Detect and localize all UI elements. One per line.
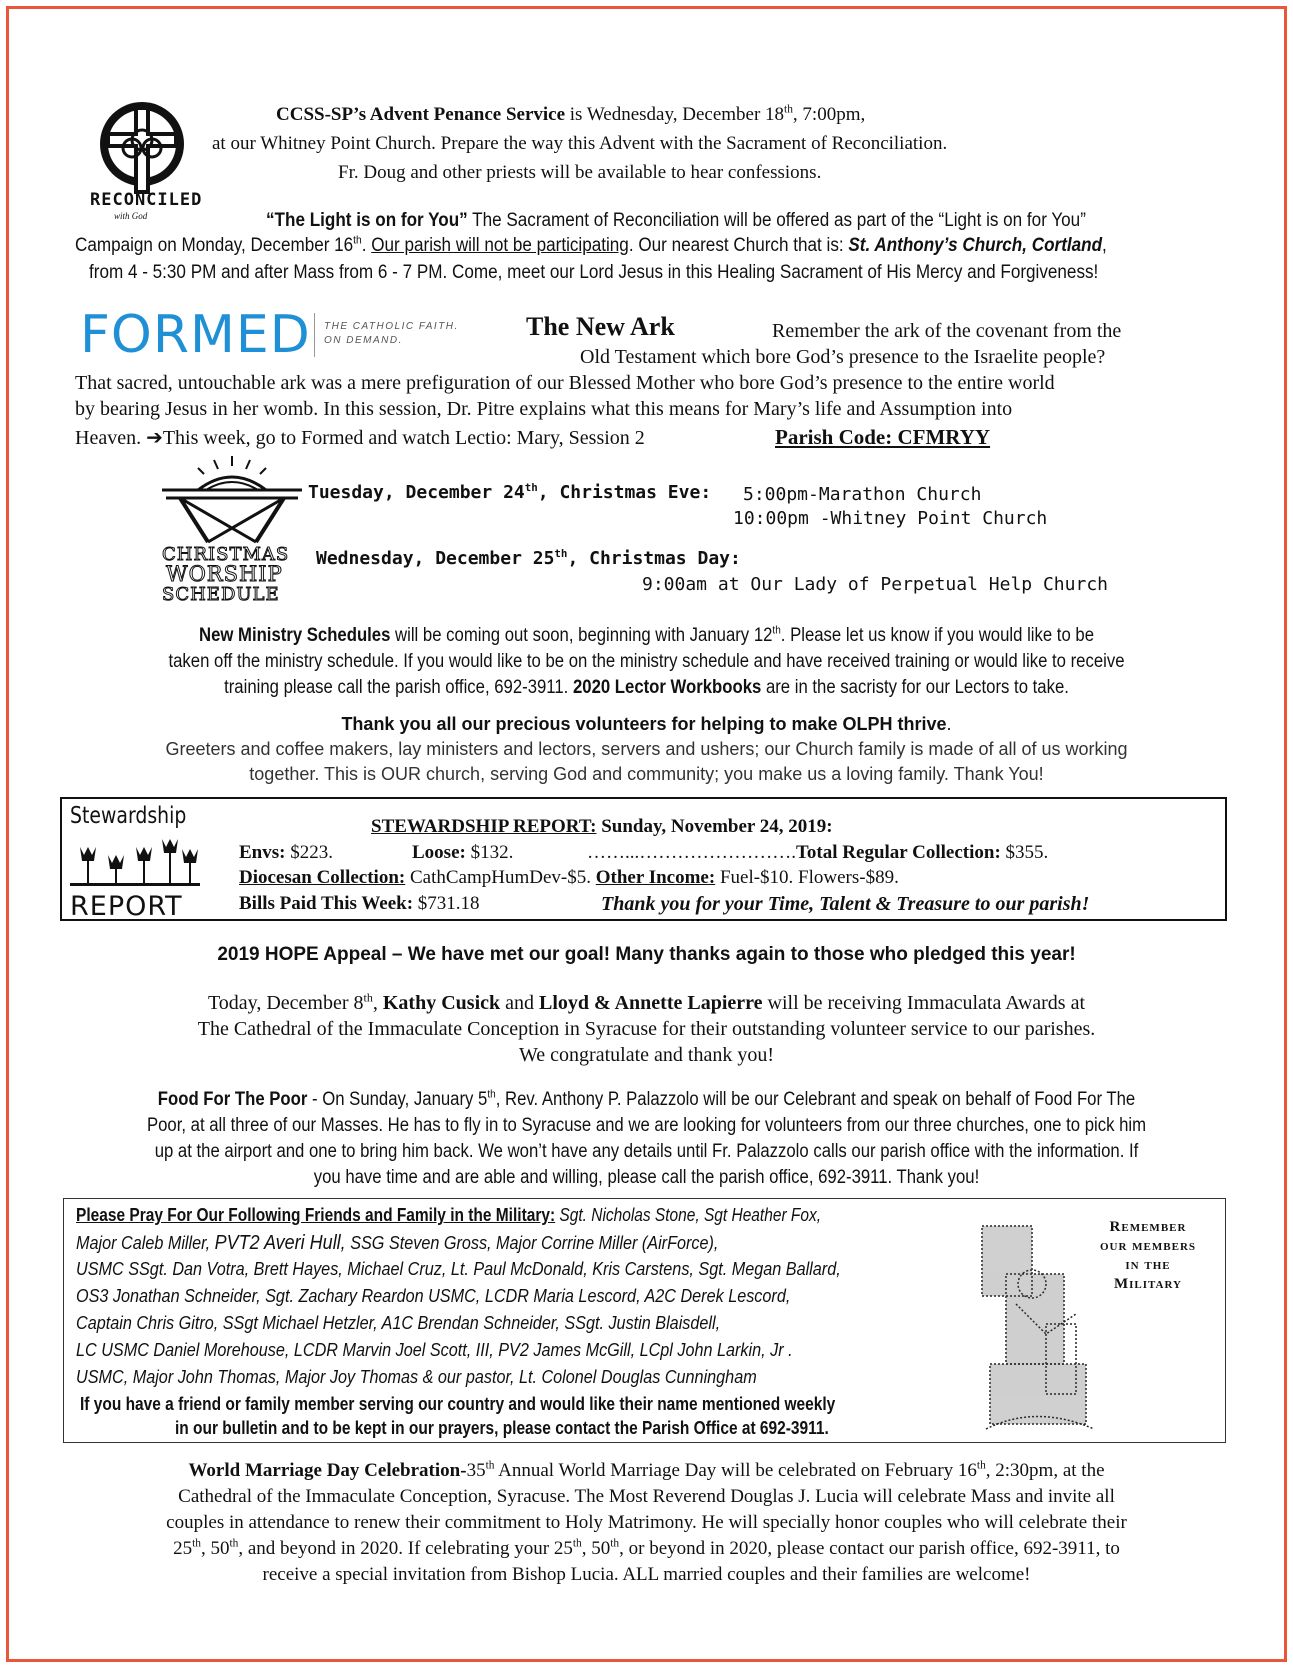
- formed-line-5: Heaven. ➔This week, go to Formed and watch Lectio: Mary, Session 2: [75, 427, 645, 449]
- formed-tagline-1: THE CATHOLIC FAITH.: [324, 321, 459, 332]
- formed-line-4: by bearing Jesus in her womb. In this session, Dr. Pitre explains what this means for Mary’s life and Assumption into: [75, 398, 1013, 420]
- military-line-7: USMC, Major John Thomas, Major Joy Thomas & our pastor, Lt. Colonel Douglas Cunningham: [76, 1367, 757, 1387]
- military-line-4: OS3 Jonathan Schneider, Sgt. Zachary Reardon USMC, LCDR Maria Lescord, A2C Derek Lescord,: [76, 1286, 791, 1306]
- st-anthony-church: St. Anthony’s Church, Cortland: [848, 235, 1103, 256]
- light-line-1: “The Light is on for You” The Sacrament of Reconciliation will be offered as part of the “Light is on for You”: [266, 210, 1086, 231]
- military-line-1: Please Pray For Our Following Friends and Family in the Military: Sgt. Nicholas Stone, Sgt Heather Fox,: [76, 1205, 822, 1225]
- formed-tagline-2: ON DEMAND.: [324, 335, 403, 346]
- light-line-2: Campaign on Monday, December 16th. Our parish will not be participating. Our nearest Church that is: St. Anthony’s Church, Cortland,: [75, 234, 1107, 256]
- new-ark-title: The New Ark: [526, 312, 675, 341]
- military-line-3: USMC SSgt. Dan Votra, Brett Hayes, Michael Cruz, Lt. Paul McDonald, Kris Carstens, Sgt. Megan Ballard,: [76, 1259, 841, 1279]
- stewardship-line-2: Diocesan Collection: CathCampHumDev-$5. Other Income: Fuel-$10. Flowers-$89.: [239, 867, 899, 888]
- military-footer-1: If you have a friend or family member serving our country and would like their name mentioned weekly: [80, 1394, 836, 1414]
- christmas-day-heading: Wednesday, December 25th, Christmas Day:: [316, 547, 741, 569]
- advent-line-2: at our Whitney Point Church. Prepare the way this Advent with the Sacrament of Reconciliation.: [212, 133, 948, 154]
- christmas-day-time: 9:00am at Our Lady of Perpetual Help Church: [642, 574, 1108, 595]
- stewardship-logo: [70, 803, 204, 921]
- volunteers-block: Thank you all our precious volunteers for helping to make OLPH thrive. Greeters and coffee makers, lay ministers and lectors, servers and ushers; our Church family is made of all of us working together. This is OUR church, serving God and community; you make us a loving family. Thank You!: [165, 714, 1128, 784]
- food-block: Food For The Poor - On Sunday, January 5th, Rev. Anthony P. Palazzolo will be our Celebrant and speak on behalf of Food For The Poor, at all three of our Masses. He has to fly in to Syracuse and we are looking for volunteers from our three churches, one to pick him up at the airport and one to bring him back. We won’t have any details until Fr. Palazzolo calls our parish office with the information. If you have time and are able and willing, please call the parish office, 692-3911. Thank you!: [146, 1088, 1147, 1188]
- military-line-5: Captain Chris Gitro, SSgt Michael Hetzler, A1C Brendan Schneider, SSgt. Justin Blaisdell,: [76, 1313, 721, 1333]
- stewardship-thanks: Thank you for your Time, Talent & Treasure to our parish!: [601, 893, 1090, 915]
- stewardship-title-line: STEWARDSHIP REPORT: Sunday, November 24, 2019:: [371, 816, 833, 837]
- advent-title: CCSS-SP’s Advent Penance Service: [276, 104, 566, 125]
- stewardship-line-3: Bills Paid This Week: $731.18: [239, 893, 480, 914]
- military-line-2: Major Caleb Miller, PVT2 Averi Hull, SSG Steven Gross, Major Corrine Miller (AirForce),: [76, 1232, 719, 1254]
- stewardship-logo-bottom: REPORT: [70, 891, 183, 922]
- advent-line-3: Fr. Doug and other priests will be available to hear confessions.: [338, 162, 822, 183]
- stewardship-line-1: Envs: $223. Loose: $132. ……...…………………….Total Regular Collection: $355.: [239, 842, 1049, 863]
- formed-line-3: That sacred, untouchable ark was a mere prefiguration of our Blessed Mother who bore God’s presence to the entire world: [75, 372, 1055, 394]
- formed-logo: [80, 305, 459, 365]
- light-title: “The Light is on for You”: [266, 210, 468, 231]
- manger-icon: [158, 450, 306, 546]
- christmas-logo-word-1: CHRISTMAS: [162, 544, 290, 565]
- stewardship-logo-top: Stewardship: [70, 803, 187, 829]
- military-heading: Please Pray For Our Following Friends and Family in the Military:: [76, 1205, 556, 1225]
- formed-line-1: Remember the ark of the covenant from the: [772, 320, 1122, 342]
- christmas-eve-time-1: 5:00pm-Marathon Church: [743, 484, 982, 505]
- military-line-6: LC USMC Daniel Morehouse, LCDR Marvin Joel Scott, III, PV2 James McGill, LCpl John Larkin, Jr .: [76, 1340, 793, 1360]
- christmas-logo-word-3: SCHEDULE: [162, 584, 280, 605]
- christmas-eve-heading: Tuesday, December 24th, Christmas Eve:: [308, 481, 712, 503]
- hope-appeal: 2019 HOPE Appeal – We have met our goal! Many thanks again to those who pledged this year!: [217, 944, 1076, 965]
- light-line-3: from 4 - 5:30 PM and after Mass from 6 - 7 PM. Come, meet our Lord Jesus in this Healing Sacrament of His Mercy and Forgiveness!: [89, 262, 1099, 283]
- reconciled-sub: with God: [114, 211, 148, 221]
- advent-line-1: CCSS-SP’s Advent Penance Service is Wednesday, December 18th, 7:00pm,: [276, 103, 866, 125]
- awards-block: Today, December 8th, Kathy Cusick and Lloyd & Annette Lapierre will be receiving Immaculata Awards at The Cathedral of the Immaculate Conception in Syracuse for their outstanding volunteer service to our parishes. We congratulate and thank you!: [197, 990, 1096, 1066]
- ministry-block: New Ministry Schedules will be coming out soon, beginning with January 12th. Please let us know if you would like to be taken off the ministry schedule. If you would like to be on the ministry schedule and have received training or would like to receive training please call the parish office, 692-3911. 2020 Lector Workbooks are in the sacristy for our Lectors to take.: [168, 624, 1125, 698]
- tulips-icon: [70, 833, 200, 889]
- military-image-caption: Remember our members in the Military: [1099, 1219, 1197, 1292]
- military-image: [976, 1214, 1216, 1439]
- christmas-logo-word-2: WORSHIP: [166, 562, 283, 586]
- christmas-eve-time-2: 10:00pm -Whitney Point Church: [733, 508, 1048, 529]
- parish-code: Parish Code: CFMRYY: [775, 425, 991, 449]
- formed-divider: [314, 313, 315, 357]
- reconciled-logo: [92, 98, 204, 226]
- formed-line-2: Old Testament which bore God’s presence to the Israelite people?: [580, 346, 1106, 368]
- formed-wordmark: FORMED: [80, 305, 311, 365]
- arrow-right-icon: ➔: [146, 427, 163, 449]
- reconciled-word: RECONCILED: [90, 190, 203, 210]
- celtic-cross-icon: [92, 98, 204, 198]
- christmas-logo: [158, 450, 306, 610]
- marriage-block: World Marriage Day Celebration-35th Annual World Marriage Day will be celebrated on February 16th, 2:30pm, at the Cathedral of the Immaculate Conception, Syracuse. The Most Reverend Douglas J. Lucia will celebrate Mass and invite all couples in attendance to renew their commitment to Holy Matrimony. He will specially honor couples who will celebrate their 25th, 50th, and beyond in 2020. If celebrating your 25th, 50th, or beyond in 2020, please contact our parish office, 692-3911, to receive a special invitation from Bishop Lucia. ALL married couples and their families are welcome!: [166, 1459, 1127, 1585]
- military-footer-2: in our bulletin and to be kept in our prayers, please contact the Parish Office at 692-3911.: [175, 1418, 829, 1438]
